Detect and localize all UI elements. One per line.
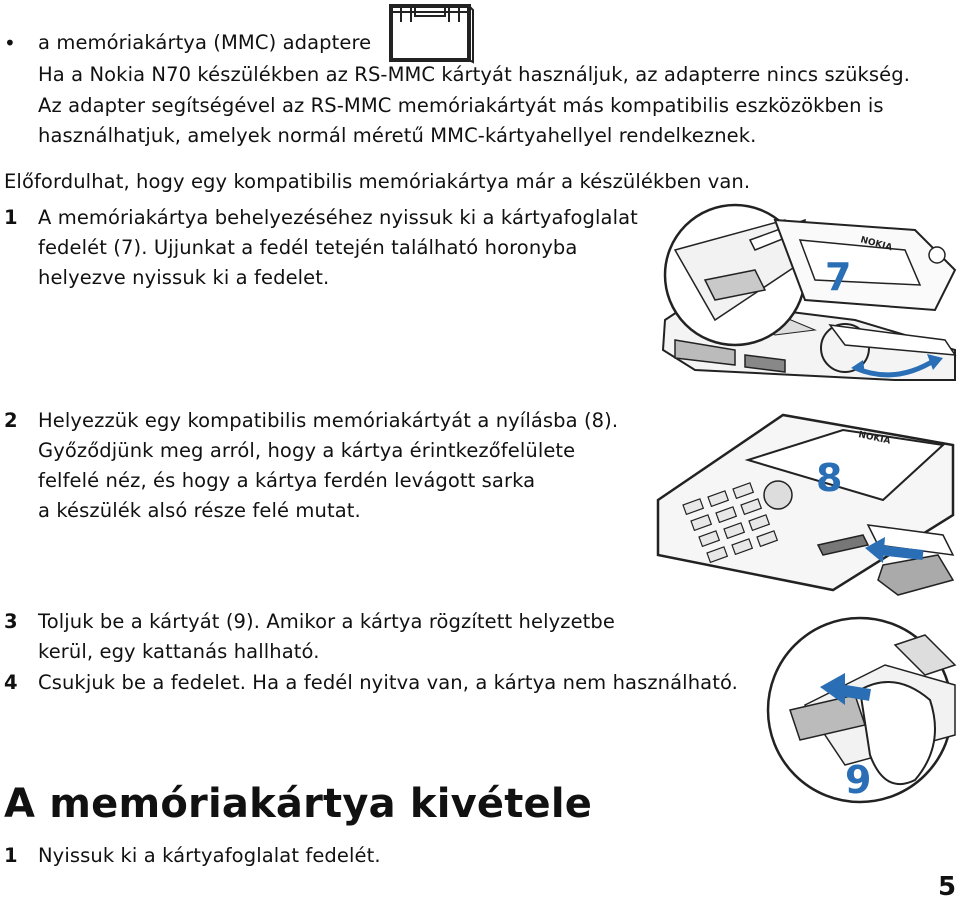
figure-8-brand: NOKIA	[857, 430, 892, 447]
bullet-line-2: Az adapter segítségével az RS-MMC memóriakártyát más kompatibilis eszközökben is	[38, 94, 884, 117]
section-heading: A memóriakártya kivétele	[4, 781, 593, 827]
step-1-number: 1	[4, 206, 18, 229]
bullet-title: a memóriakártya (MMC) adaptere	[38, 31, 372, 54]
step-2-number: 2	[4, 409, 18, 432]
step-1-line-1: A memóriakártya behelyezéséhez nyissuk ki a kártyafoglalat	[38, 206, 638, 229]
step-4-number: 4	[4, 671, 18, 694]
removal-step-1-number: 1	[4, 844, 18, 867]
step-3-line-1: Toljuk be a kártyát (9). Amikor a kártya rögzített helyzetbe	[38, 610, 615, 633]
step-4-line-1: Csukjuk be a fedelet. Ha a fedél nyitva van, a kártya nem használható.	[38, 671, 738, 694]
figure-7-illustration	[655, 200, 960, 385]
figure-9-label: 9	[845, 758, 872, 802]
bullet-marker: •	[4, 31, 16, 55]
bullet-line-1: Ha a Nokia N70 készülékben az RS-MMC kártyát használjuk, az adapterre nincs szükség.	[38, 63, 911, 86]
removal-step-1-line-1: Nyissuk ki a kártyafoglalat fedelét.	[38, 844, 381, 867]
mmc-adapter-icon	[385, 2, 477, 64]
figure-8-illustration	[653, 405, 958, 605]
step-3-line-2: kerül, egy kattanás hallható.	[38, 640, 320, 663]
step-2-line-2: Győződjünk meg arról, hogy a kártya érintkezőfelülete	[38, 439, 576, 462]
intro-text: Előfordulhat, hogy egy kompatibilis memóriakártya már a készülékben van.	[4, 170, 751, 193]
figure-8-label: 8	[816, 456, 843, 500]
figure-7-label: 7	[825, 255, 852, 299]
step-2-line-4: a készülék alsó része felé mutat.	[38, 499, 361, 522]
figure-9-illustration	[765, 605, 960, 815]
step-2-line-3: felfelé néz, és hogy a kártya ferdén levágott sarka	[38, 469, 536, 492]
step-1-line-2: fedelét (7). Ujjunkat a fedél tetején található horonyba	[38, 236, 578, 259]
figure-7-brand: NOKIA	[859, 235, 894, 254]
step-2-line-1: Helyezzük egy kompatibilis memóriakártyát a nyílásba (8).	[38, 409, 619, 432]
page-number: 5	[938, 872, 957, 902]
bullet-line-3: használhatjuk, amelyek normál méretű MMC-kártyahellyel rendelkeznek.	[38, 124, 757, 147]
step-3-number: 3	[4, 610, 18, 633]
step-1-line-3: helyezve nyissuk ki a fedelet.	[38, 266, 330, 289]
